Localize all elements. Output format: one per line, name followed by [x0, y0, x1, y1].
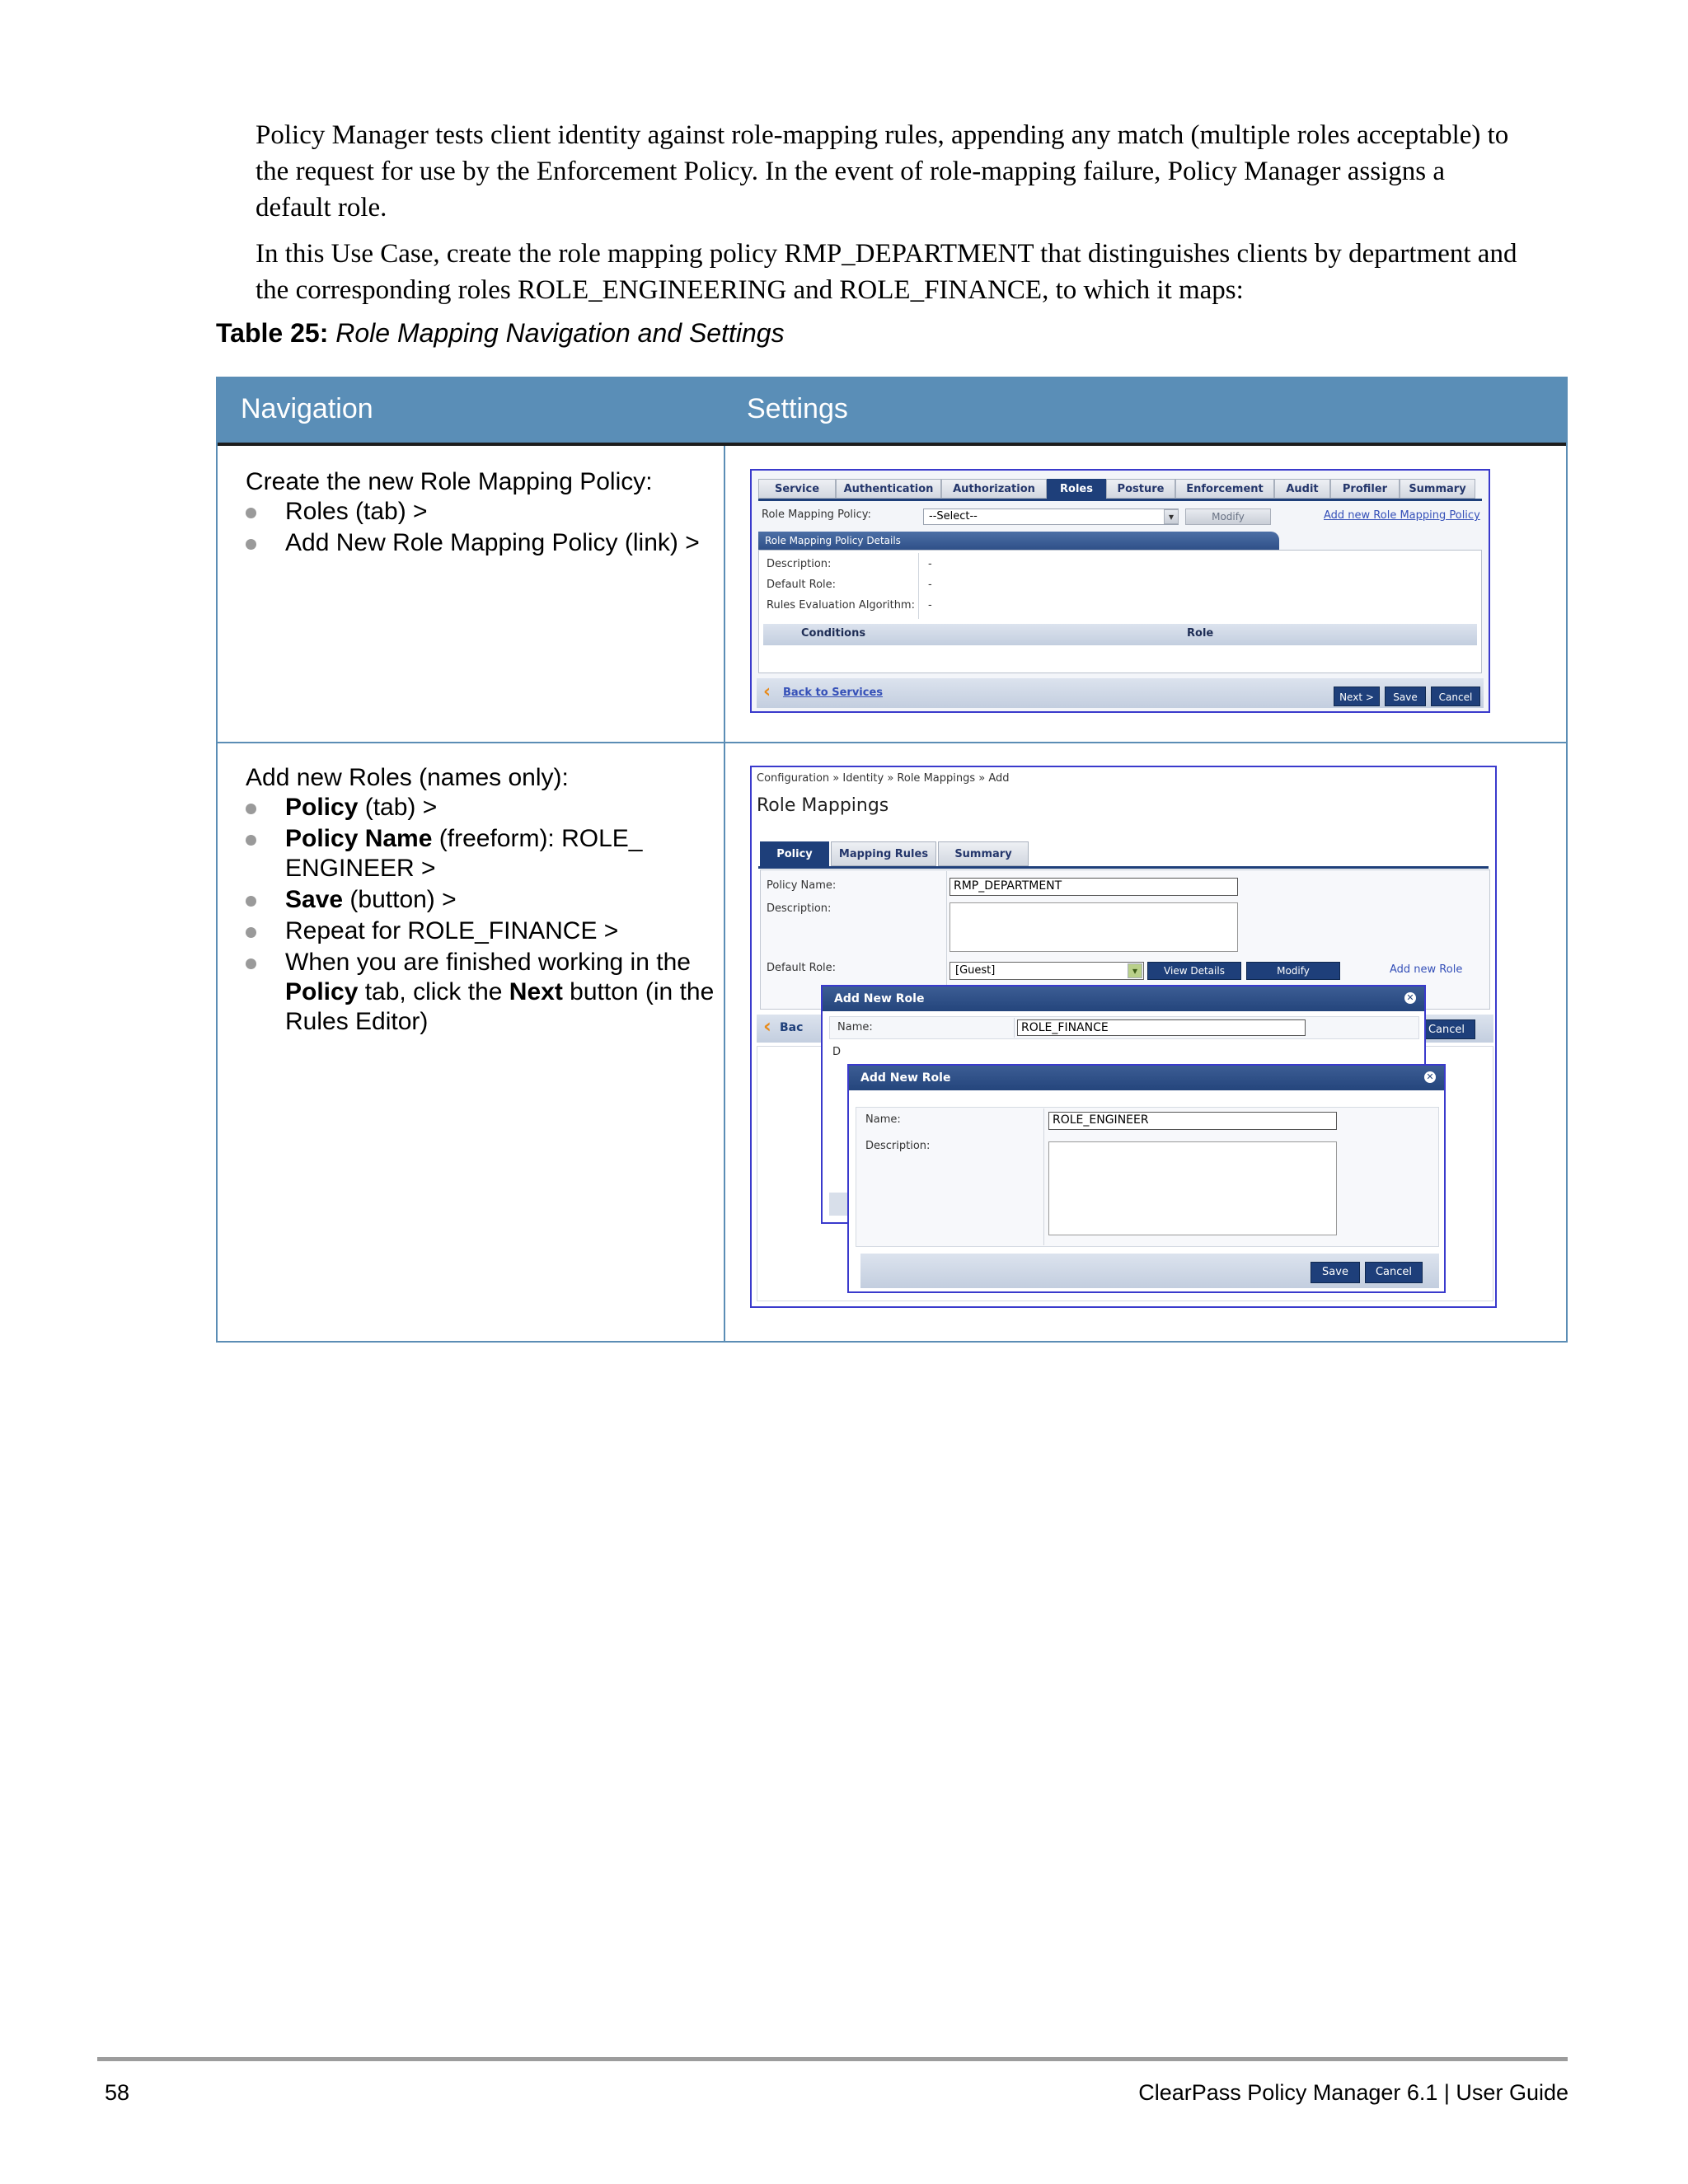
- tab-authorization[interactable]: Authorization: [941, 479, 1047, 499]
- table-caption-label: Table 25:: [216, 318, 329, 348]
- tab-underline: [758, 866, 1489, 869]
- row2-bullet-policy: [285, 793, 437, 823]
- row-divider: [218, 742, 1566, 743]
- row2-bullet-repeat: Repeat for ROLE_FINANCE >: [285, 917, 619, 944]
- bullet-icon: [246, 539, 256, 550]
- next-button[interactable]: Next >: [1334, 687, 1380, 706]
- breadcrumb: Configuration » Identity » Role Mappings » Add: [757, 772, 1010, 785]
- add-role-mapping-policy-link[interactable]: Add new Role Mapping Policy: [1324, 509, 1480, 522]
- cancel-button[interactable]: Cancel: [1431, 687, 1480, 706]
- description-textarea[interactable]: [1048, 1141, 1337, 1235]
- tab-policy[interactable]: Policy: [760, 841, 829, 866]
- view-details-button[interactable]: View Details: [1147, 962, 1241, 980]
- row2-bullet-finish: When you are finished working in the: [285, 949, 691, 976]
- bold-text: Save: [285, 886, 344, 913]
- back-link-partial[interactable]: Bac: [780, 1021, 804, 1034]
- bullet-icon: [246, 804, 256, 814]
- intro-line: Policy Manager tests client identity against role-mapping rules, appending any match (multiple roles acceptable) to: [256, 120, 1509, 150]
- row2-bullet-finish-cont: [285, 977, 714, 1007]
- field-divider: [1043, 1108, 1044, 1245]
- policy-name-label: Policy Name:: [767, 879, 837, 892]
- name-input[interactable]: ROLE_ENGINEER: [1048, 1112, 1337, 1130]
- row2-heading: Add new Roles (names only):: [246, 764, 569, 791]
- row1-heading: Create the new Role Mapping Policy:: [246, 468, 653, 495]
- bold-text: Policy: [285, 978, 359, 1005]
- footer-rule: [97, 2057, 1568, 2061]
- bullet-icon: [246, 927, 256, 938]
- default-role-label: Default Role:: [767, 579, 837, 591]
- plain-text: (freeform): ROLE_: [432, 825, 643, 852]
- tab-profiler[interactable]: Profiler: [1330, 479, 1400, 499]
- dialog-title: Add New Role: [849, 1066, 1444, 1090]
- tab-underline: [758, 499, 1482, 501]
- tab-posture[interactable]: Posture: [1106, 479, 1175, 499]
- tab-summary[interactable]: Summary: [1400, 479, 1475, 499]
- bullet-icon: [246, 835, 256, 846]
- default-role-label: Default Role:: [767, 962, 837, 974]
- intro-line: the corresponding roles ROLE_ENGINEERING and ROLE_FINANCE, to which it maps:: [256, 275, 1244, 305]
- modify-button[interactable]: Modify: [1185, 509, 1271, 525]
- add-new-role-dialog-engineer: [847, 1064, 1446, 1293]
- tab-authentication[interactable]: Authentication: [836, 479, 941, 499]
- plain-text: (tab) >: [358, 794, 438, 821]
- table-caption-title: Role Mapping Navigation and Settings: [335, 318, 785, 348]
- save-button[interactable]: Save: [1311, 1262, 1360, 1283]
- default-role-value: -: [928, 579, 932, 591]
- intro-line: the request for use by the Enforcement Policy. In the event of role-mapping failure, Policy Manager assigns a: [256, 157, 1445, 186]
- page-number: 58: [105, 2080, 130, 2105]
- chevron-down-icon[interactable]: ▾: [1164, 509, 1179, 524]
- tab-audit[interactable]: Audit: [1274, 479, 1330, 499]
- bullet-icon: [246, 508, 256, 518]
- name-label: Name:: [865, 1113, 901, 1126]
- roles-tab-screenshot: [750, 469, 1490, 713]
- bold-text: Next: [509, 978, 563, 1005]
- save-button[interactable]: Save: [1385, 687, 1426, 706]
- description-label: Description:: [865, 1140, 931, 1152]
- navigation-settings-table: [216, 377, 1568, 1343]
- tab-mapping-rules[interactable]: Mapping Rules: [831, 841, 936, 866]
- row2-bullet-finish-cont2: Rules Editor): [285, 1008, 429, 1035]
- role-header: Role: [1187, 627, 1214, 640]
- intro-paragraph-2: [256, 236, 1574, 308]
- intro-line: default role.: [256, 193, 387, 223]
- back-arrow-icon[interactable]: ‹: [763, 1015, 771, 1038]
- row1-bullet: Add New Role Mapping Policy (link) >: [285, 529, 700, 556]
- tab-summary[interactable]: Summary: [938, 841, 1029, 866]
- conditions-role-header: [763, 624, 1477, 645]
- tab-service[interactable]: Service: [758, 479, 836, 499]
- field-divider: [1014, 1018, 1015, 1038]
- bullet-icon: [246, 896, 256, 907]
- table-header: [218, 378, 1566, 446]
- role-mappings-screenshot: [750, 766, 1497, 1308]
- description-label-partial: D: [832, 1046, 842, 1058]
- bold-text: Policy Name: [285, 825, 433, 852]
- close-icon[interactable]: ✕: [1404, 992, 1416, 1004]
- name-input[interactable]: ROLE_FINANCE: [1017, 1019, 1306, 1036]
- description-textarea[interactable]: [950, 902, 1238, 952]
- field-divider: [918, 553, 919, 619]
- cancel-button[interactable]: Cancel: [1418, 1019, 1475, 1039]
- intro-line: In this Use Case, create the role mapping policy RMP_DEPARTMENT that distinguishes clients by department and: [256, 239, 1517, 269]
- table-caption: [216, 318, 785, 349]
- policy-select[interactable]: --Select--: [923, 509, 1179, 525]
- description-label: Description:: [767, 558, 832, 570]
- dialog-title: Add New Role: [823, 987, 1424, 1011]
- algorithm-label: Rules Evaluation Algorithm:: [767, 599, 915, 612]
- policy-label: Role Mapping Policy:: [762, 509, 871, 521]
- back-arrow-icon[interactable]: ‹: [763, 682, 771, 702]
- bullet-icon: [246, 958, 256, 969]
- tab-enforcement[interactable]: Enforcement: [1175, 479, 1274, 499]
- row1-bullet: Roles (tab) >: [285, 498, 428, 525]
- add-new-role-link[interactable]: Add new Role: [1390, 963, 1463, 976]
- row2-bullet-policy-name: [285, 824, 642, 854]
- chevron-down-icon[interactable]: ▾: [1128, 963, 1142, 978]
- description-value: -: [928, 558, 932, 570]
- header-navigation: Navigation: [241, 393, 373, 424]
- modify-button[interactable]: Modify: [1246, 962, 1340, 980]
- guide-title: ClearPass Policy Manager 6.1 | User Guide: [1138, 2080, 1568, 2105]
- policy-name-input[interactable]: RMP_DEPARTMENT: [950, 878, 1238, 896]
- header-settings: Settings: [747, 393, 848, 424]
- algorithm-value: -: [928, 599, 932, 612]
- cancel-button[interactable]: Cancel: [1365, 1262, 1423, 1283]
- plain-text: tab, click the: [358, 978, 509, 1005]
- column-divider: [724, 446, 725, 1343]
- details-panel: [758, 550, 1482, 673]
- row2-bullet-save: [285, 885, 457, 915]
- description-label: Description:: [767, 902, 832, 915]
- row2-bullet-policy-name-cont: ENGINEER >: [285, 855, 436, 882]
- default-role-select[interactable]: [Guest]: [950, 962, 1144, 980]
- plain-text: (button) >: [343, 886, 457, 913]
- intro-paragraph-1: [256, 117, 1574, 226]
- plain-text: button (in the: [562, 978, 715, 1005]
- conditions-header: Conditions: [801, 627, 866, 640]
- page-title: Role Mappings: [757, 795, 889, 816]
- close-icon[interactable]: ✕: [1424, 1071, 1436, 1083]
- bold-text: Policy: [285, 794, 359, 821]
- name-label: Name:: [837, 1021, 873, 1033]
- details-bar: Role Mapping Policy Details: [758, 532, 1279, 550]
- back-to-services-link[interactable]: Back to Services: [783, 687, 884, 699]
- tab-roles[interactable]: Roles: [1047, 479, 1106, 499]
